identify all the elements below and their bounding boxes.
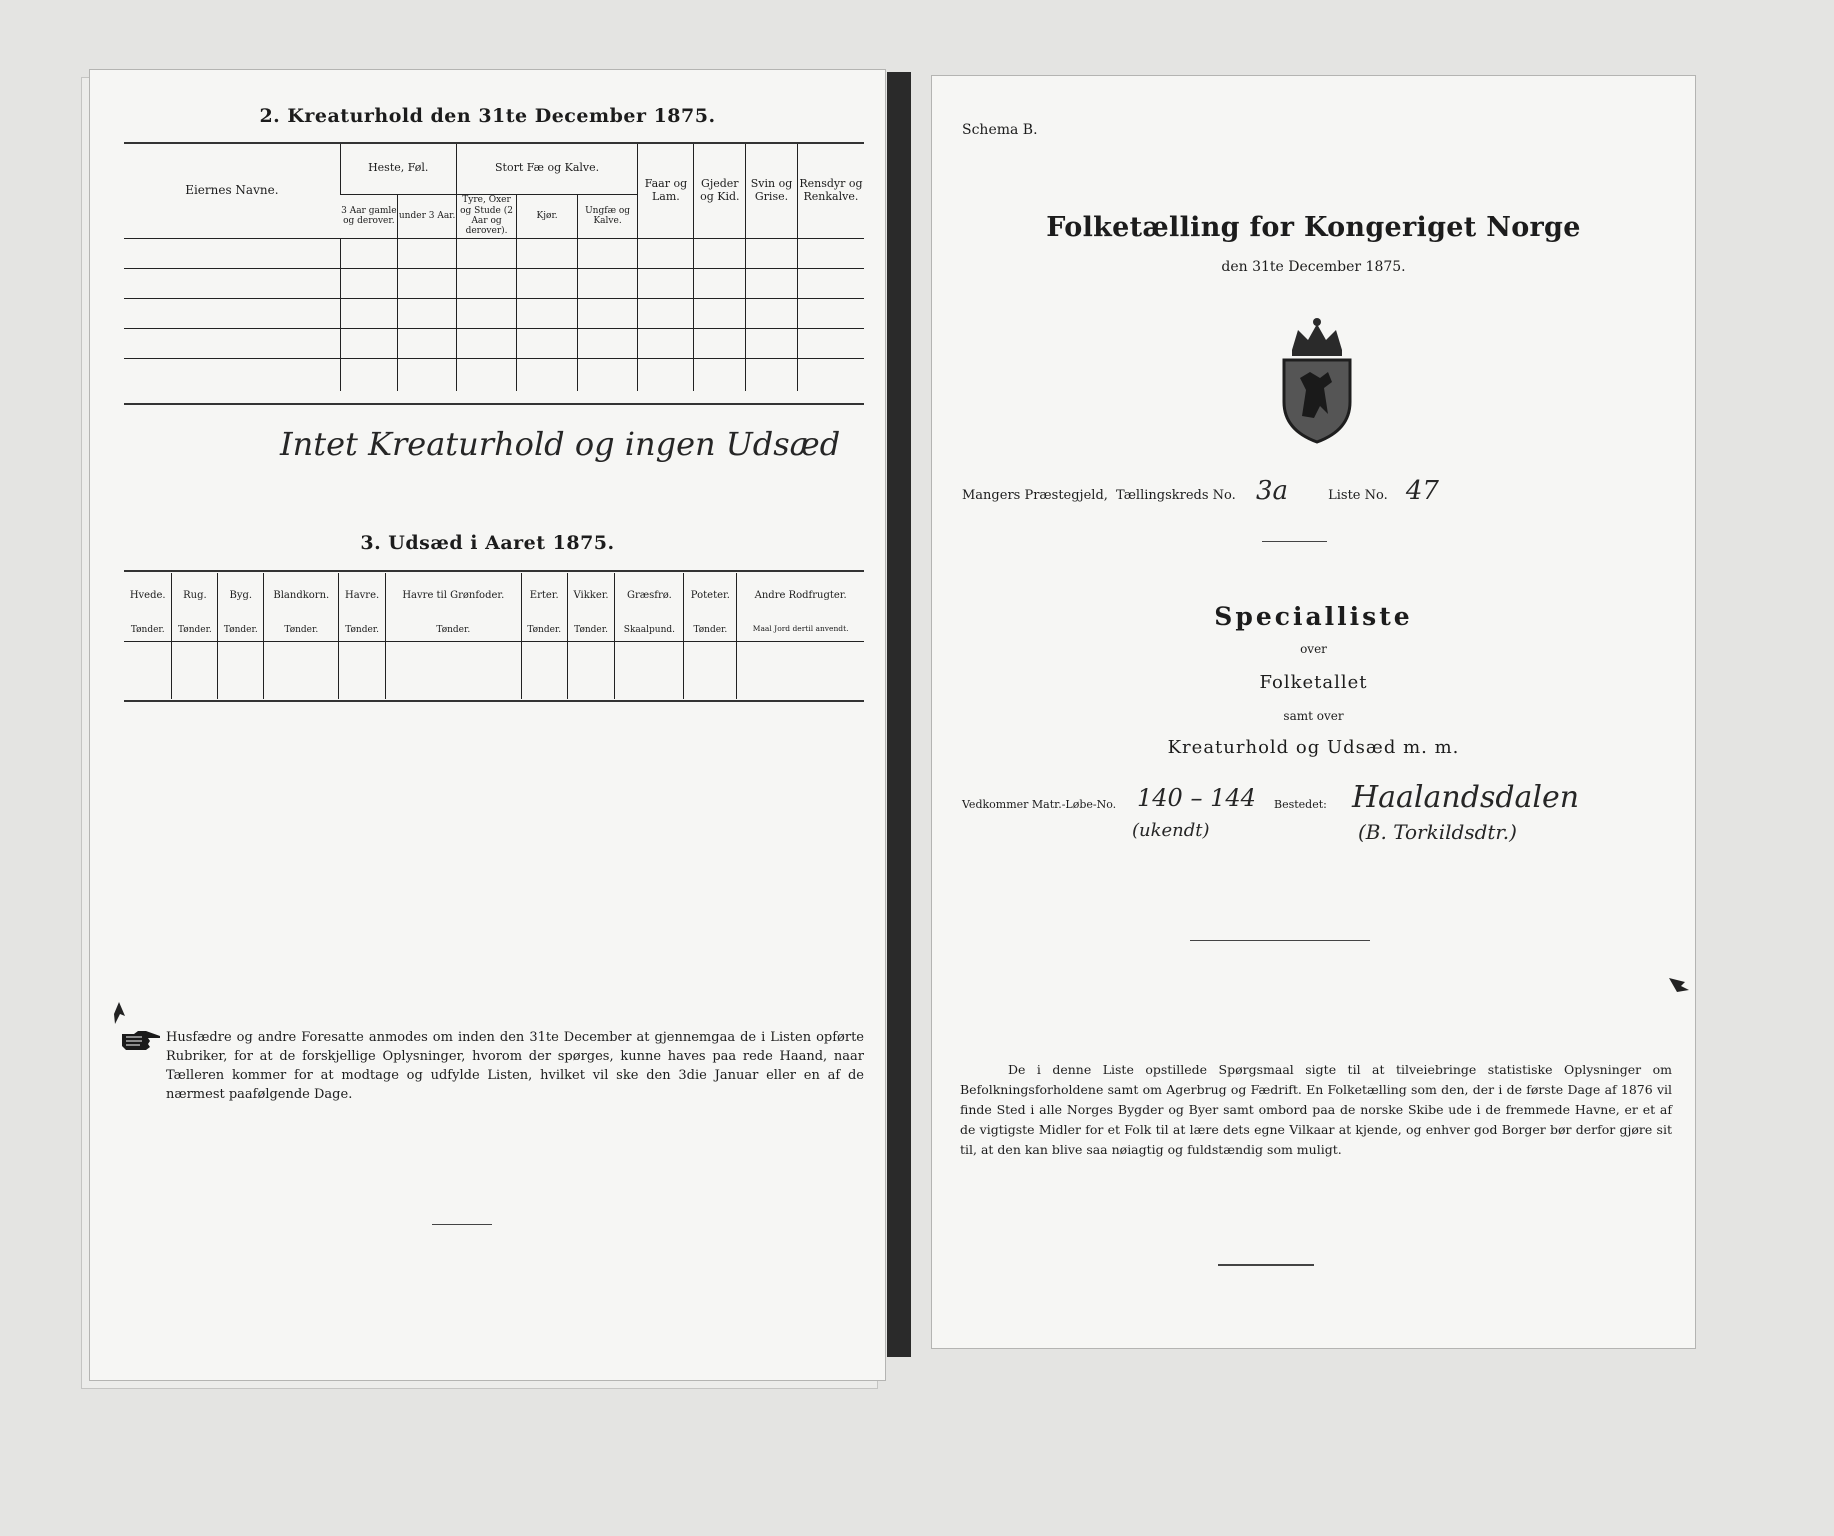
seed-col-unit: Tønder. [521, 619, 567, 641]
seed-col-head: Havre til Grønfoder. [385, 573, 521, 619]
col-svin: Svin og Grise. [746, 144, 798, 238]
seed-col-head: Byg. [218, 573, 264, 619]
table-rule [124, 403, 864, 405]
seed-table [124, 573, 864, 699]
bestedet-value: Haalandsdalen [1352, 780, 1580, 815]
seed-col-unit: Maal Jord dertil anvendt. [737, 619, 864, 641]
seed-col-unit: Tønder. [385, 619, 521, 641]
seed-col-unit: Tønder. [684, 619, 737, 641]
col-heste: Heste, Føl. [340, 144, 456, 194]
table-row [124, 238, 864, 268]
divider [1262, 541, 1327, 542]
sub-kjor: Kjør. [517, 194, 578, 238]
instruction-footnote: Husfædre og andre Foresatte anmodes om inden den 31te December at gjennemgaa de i Listen opførte Rubriker, for at de forskjellige Oplysninger, hvorom der spørges, kunne haves paa rede Haand, naar Tælleren kommer for at modtage og udfylde Listen, hvilket vil ske den 3die Januar eller en af de nærmest paafølgende Dage. [166, 1030, 864, 1102]
district-line [962, 476, 1439, 506]
divider [432, 1224, 492, 1225]
norway-coat-of-arms-icon [1262, 316, 1372, 446]
left-page [90, 70, 885, 1380]
liste-value: 47 [1405, 476, 1439, 506]
seed-col-unit: Tønder. [264, 619, 339, 641]
table-row [124, 298, 864, 328]
table-rule [124, 570, 864, 572]
table-row [124, 358, 864, 391]
col-gjeder: Gjeder og Kid. [694, 144, 746, 238]
seed-col-unit: Skaalpund. [615, 619, 684, 641]
sub-ungfae: Ungfæ og Kalve. [577, 194, 638, 238]
kreaturhold-heading: Kreaturhold og Udsæd m. m. [1167, 737, 1460, 758]
seed-col-unit: Tønder. [130, 624, 165, 635]
handwritten-note: Intet Kreaturhold og ingen Udsæd [280, 425, 841, 463]
over-label: over [1300, 642, 1327, 656]
sub-3-aar: 3 Aar gamle og derover. [341, 205, 397, 226]
matr-label: Vedkommer Matr.-Løbe-No. [962, 798, 1117, 811]
matr-note: (ukendt) [1132, 820, 1210, 841]
col-owner-names: Eiernes Navne. [185, 182, 279, 197]
liste-label: Liste No. [1328, 488, 1388, 503]
document-subtitle: den 31te December 1875. [1221, 259, 1406, 275]
corner-mark-icon [105, 1000, 135, 1030]
seed-col-unit: Tønder. [218, 619, 264, 641]
col-faar: Faar og Lam. [638, 144, 694, 238]
corner-mark-icon [1667, 976, 1691, 994]
seed-col-head: Hvede. [129, 590, 166, 602]
samt-over-label: samt over [1283, 709, 1344, 723]
pointing-hand-icon [120, 1028, 162, 1052]
prestegjeld-label: Mangers Præstegjeld, [962, 488, 1108, 503]
bestedet-label: Bestedet: [1274, 798, 1327, 811]
matr-value: 140 – 144 [1137, 784, 1256, 812]
table-row [124, 328, 864, 358]
krets-label: Tællingskreds No. [1116, 488, 1236, 503]
seed-col-head: Havre. [339, 573, 386, 619]
intro-paragraph: De i denne Liste opstillede Spørgsmaal sigte til at tilveiebringe statistiske Oplysninger om Befolkningsforholdene samt om Agerbrug og Fædrift. En Folketælling som den, der i de første Dage af 1876 vil finde Sted i alle Norges Bygder og Byer samt ombord paa de norske Skibe ude i de fremmede Havne, er et af de vigtigste Midler for et Folk til at lære dets egne Vilkaar at kjende, og enhver god Borger bør derfor gjøre sit til, at den kan blive saa nøiagtig og fuldstændig som muligt. [960, 1062, 1672, 1157]
folketallet-heading: Folketallet [1259, 672, 1368, 693]
seed-col-head: Poteter. [684, 573, 737, 619]
seed-col-head: Vikker. [567, 573, 615, 619]
seed-col-head: Rug. [172, 573, 218, 619]
seed-col-head: Blandkorn. [264, 573, 339, 619]
table-row [124, 268, 864, 298]
table-rule [124, 700, 864, 702]
seed-col-head: Græsfrø. [615, 573, 684, 619]
book-spine [887, 72, 911, 1357]
seed-col-unit: Tønder. [567, 619, 615, 641]
sub-under-3-aar: under 3 Aar. [398, 194, 456, 238]
sub-tyre: Tyre, Oxer og Stude (2 Aar og derover). [456, 194, 517, 238]
krets-value: 3a [1255, 476, 1288, 506]
seed-col-head: Andre Rodfrugter. [737, 573, 864, 619]
document-title: Folketælling for Kongeriget Norge [1046, 212, 1581, 243]
livestock-table [124, 144, 864, 391]
seed-col-head: Erter. [521, 573, 567, 619]
table-row [124, 641, 864, 699]
divider [1218, 1264, 1314, 1266]
section-3-title: 3. Udsæd i Aaret 1875. [360, 532, 615, 554]
section-2-title: 2. Kreaturhold den 31te December 1875. [259, 105, 716, 127]
schema-label: Schema B. [962, 122, 1038, 138]
divider [1190, 940, 1370, 941]
specialliste-heading: Specialliste [1214, 602, 1413, 631]
col-rensdyr: Rensdyr og Renkalve. [797, 144, 864, 238]
right-page [932, 76, 1695, 1348]
col-stort-fae: Stort Fæ og Kalve. [456, 144, 638, 194]
seed-col-unit: Tønder. [172, 619, 218, 641]
bestedet-note: (B. Torkildsdtr.) [1358, 820, 1517, 844]
seed-col-unit: Tønder. [339, 619, 386, 641]
